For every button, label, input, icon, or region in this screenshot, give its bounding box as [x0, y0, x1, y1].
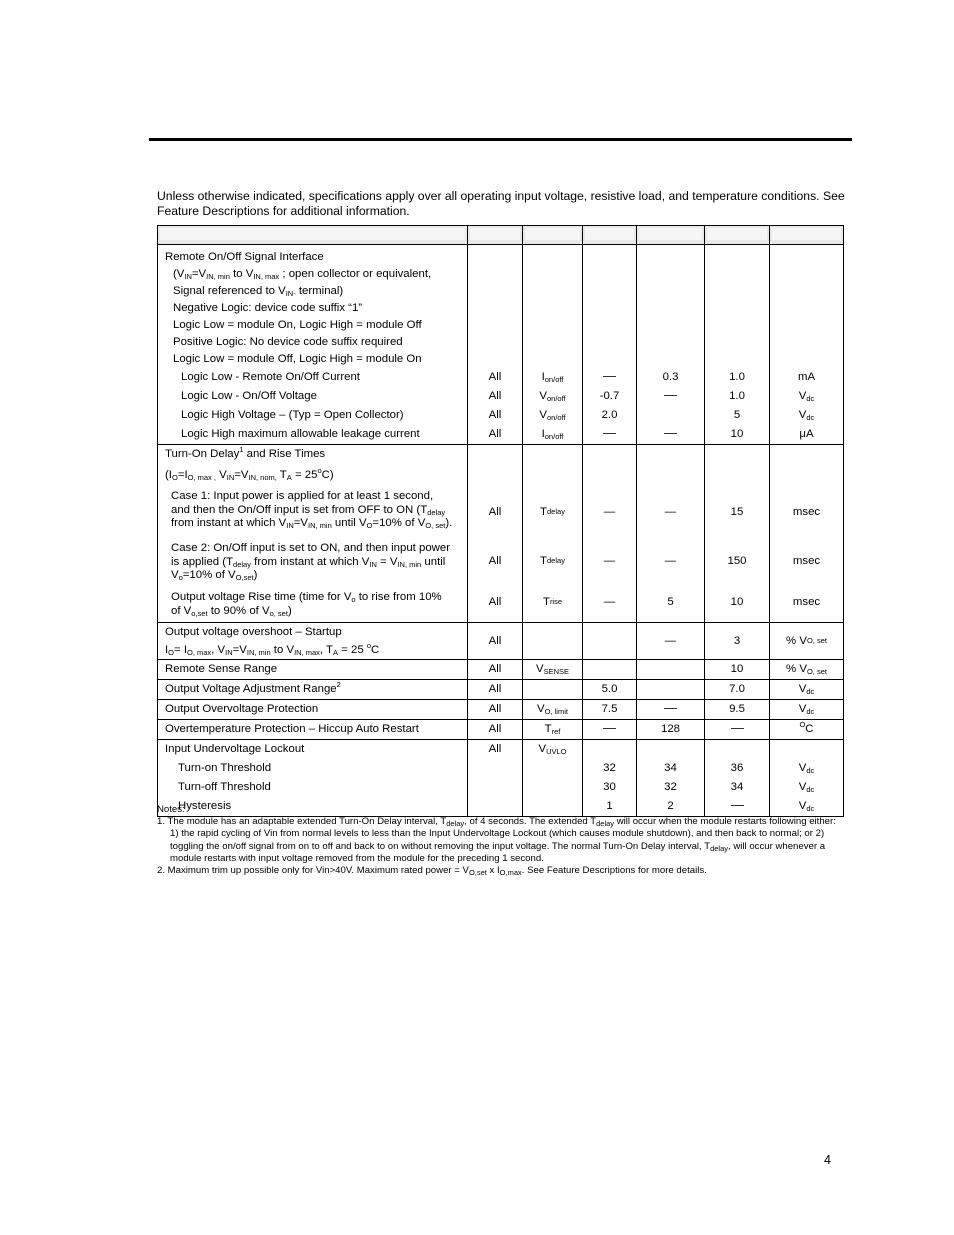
max-value: 1.0 [729, 390, 745, 402]
turnon-parameter-cell [158, 445, 468, 623]
overshoot-symbol-cell [523, 623, 583, 660]
min-value: 32 [603, 762, 616, 774]
overshoot-parameter-cell [158, 623, 468, 660]
adjust-device-cell [468, 680, 523, 700]
header-device-cell [468, 226, 523, 245]
unit-value: $V_{dc}$ [798, 703, 815, 716]
max-value: 3 [733, 635, 741, 647]
param-label: Logic Low - On/Off Voltage [181, 390, 317, 402]
otp-typ-cell [637, 720, 705, 740]
typ-value: 128 [660, 723, 680, 735]
device-value: All [488, 703, 502, 715]
min-value: 1 [606, 800, 613, 812]
symbol-value: $V_{on/off}$ [539, 390, 566, 403]
notes-title: Notes: [157, 804, 185, 815]
sense-max-cell [705, 660, 770, 680]
symbol-value: $V_{on/off}$ [539, 409, 566, 422]
param-label: Output Voltage Adjustment Range$^2$ [165, 680, 341, 695]
spec-table [157, 225, 844, 817]
typ-value: — [664, 506, 677, 518]
typ-value: 5 [667, 596, 674, 608]
max-value: 150 [727, 555, 747, 567]
device-value: All [488, 555, 502, 567]
typ-value [637, 700, 704, 719]
turnon-title: Turn-On Delay$^1$ and Rise Times [165, 445, 326, 460]
remote-onoff-parameter-cell [158, 245, 468, 445]
note-2: 2. Maximum trim up possible only for Vin>40V. Maximum rated power = $V_{O,set}$ x $I_{O,max}$. See Feature Descriptions for more details. [157, 865, 707, 878]
unit-value: $V_{dc}$ [798, 781, 815, 794]
turnon-symbol-cell [523, 445, 583, 623]
remote-onoff-symbol-cell [523, 245, 583, 445]
header-unit-cell [770, 226, 844, 245]
unit-value: $V_{dc}$ [798, 390, 815, 403]
dash-mark [664, 433, 677, 434]
adjust-parameter-cell [158, 680, 468, 700]
remote-onoff-device-cell [468, 245, 523, 445]
min-value: 30 [603, 781, 616, 793]
overshoot-description: Output voltage overshoot – Startup $I_O= I_{O, max}$, $V_{IN}=V_{IN, min}$ to $V_{IN, max}$, $T_A = 25$ $^o$C [165, 626, 380, 657]
sense-parameter-cell [158, 660, 468, 680]
max-value: 5 [733, 409, 741, 421]
min-value [583, 720, 636, 739]
positive-logic-definition: Logic Low = module Off, Logic High = module On [173, 353, 422, 365]
otp-max-cell [705, 720, 770, 740]
rise-time-description: Output voltage Rise time (time for $V_o$ to rise from 10% of $V_{o,set}$ to 90% of $V_{o, set}$) [171, 591, 442, 618]
device-value: All [488, 683, 502, 695]
turnon-device-cell [468, 445, 523, 623]
table-row [158, 660, 844, 680]
symbol-value: T delay [540, 506, 565, 518]
unit-value: msec [792, 555, 821, 567]
table-row [158, 700, 844, 720]
symbol-value: $T_{ref}$ [544, 723, 561, 736]
ovp-typ-cell [637, 700, 705, 720]
device-value: All [488, 663, 502, 675]
min-value: — [603, 596, 616, 608]
dash-mark [731, 728, 744, 729]
remote-onoff-min-cell [583, 245, 637, 445]
typ-value: 2 [667, 800, 674, 812]
sense-unit-cell [770, 660, 844, 680]
otp-min-cell [583, 720, 637, 740]
adjust-unit-cell [770, 680, 844, 700]
overshoot-max-cell [705, 623, 770, 660]
ovp-device-cell [468, 700, 523, 720]
dash-mark [664, 708, 677, 709]
max-value: 7.0 [729, 683, 745, 695]
header-symbol-cell [523, 226, 583, 245]
otp-parameter-cell [158, 720, 468, 740]
min-value: -0.7 [599, 390, 620, 402]
device-value: All [488, 409, 502, 421]
unit-value: $V_{dc}$ [798, 683, 815, 696]
symbol-value: T delay [540, 555, 565, 567]
symbol-value: $I_{on/off}$ [541, 428, 564, 441]
unit-value: msec [792, 596, 821, 608]
min-value: 5.0 [601, 683, 618, 695]
case1-description: Case 1: Input power is applied for at least 1 second, and then the On/Off input is set from OFF to ON ($T_{delay}$ from instant at which $V_{IN}=V_{IN, min}$ until $V_O=10\%$ of $V_{O, set}$). [171, 490, 453, 530]
unit-value: % V O, set [786, 635, 827, 647]
turnon-unit-cell [770, 445, 844, 623]
max-value: 10 [730, 428, 744, 440]
header-rule [149, 138, 852, 141]
turnon-max-cell [705, 445, 770, 623]
device-value: All [488, 723, 502, 735]
symbol-value: $V_{UVLO}$ [538, 743, 567, 756]
remote-onoff-reference: Signal referenced to $V_{IN-}$ terminal) [173, 285, 344, 298]
max-value: 15 [730, 506, 744, 518]
ovp-max-cell [705, 700, 770, 720]
adjust-min-cell [583, 680, 637, 700]
remote-onoff-unit-cell [770, 245, 844, 445]
typ-value: 32 [664, 781, 677, 793]
max-value: 10 [730, 663, 744, 675]
param-label: Hysteresis [178, 800, 232, 812]
device-value: All [488, 635, 502, 647]
symbol-value: $V_{SENSE}$ [535, 663, 570, 676]
param-label: Turn-on Threshold [178, 762, 272, 774]
param-label: Output Overvoltage Protection [165, 703, 319, 715]
remote-onoff-condition: ($V_{IN}=V_{IN, min}$ to $V_{IN, max}$ ; open collector or equivalent, [173, 268, 432, 281]
page-number: 4 [824, 1153, 831, 1167]
device-value: All [488, 506, 502, 518]
adjust-symbol-cell [523, 680, 583, 700]
device-value: All [488, 743, 502, 755]
sense-min-cell [583, 660, 637, 680]
dash-mark [603, 728, 616, 729]
table-row [158, 680, 844, 700]
turnon-condition: ($I_O=I_{O, max ,}$ $V_{IN}=V_{IN, nom,}$ $T_A = 25^oC$) [165, 466, 334, 482]
param-label: Turn-off Threshold [178, 781, 271, 793]
ovp-unit-cell [770, 700, 844, 720]
max-value: 9.5 [729, 703, 745, 715]
remote-onoff-typ-cell [637, 245, 705, 445]
max-value: 34 [730, 781, 744, 793]
header-max-cell [705, 226, 770, 245]
turnon-typ-cell [637, 445, 705, 623]
header-min-cell [583, 226, 637, 245]
overshoot-typ-cell [637, 623, 705, 660]
ovp-symbol-cell [523, 700, 583, 720]
symbol-value: $V_{O, limit}$ [537, 703, 568, 716]
adjust-max-cell [705, 680, 770, 700]
device-value: All [488, 390, 502, 402]
header-typ-cell [637, 226, 705, 245]
ovp-parameter-cell [158, 700, 468, 720]
unit-value: % $V_{O, set}$ [786, 663, 827, 676]
typ-value [637, 406, 704, 425]
overshoot-unit-cell [770, 623, 844, 660]
min-value [583, 368, 636, 387]
max-value: 36 [730, 762, 744, 774]
intro-paragraph: Unless otherwise indicated, specifications apply over all operating input voltage, resistive load, and temperature conditions. See Feature Descriptions for additional information. [157, 189, 845, 218]
typ-value: — [664, 555, 677, 567]
param-label: Remote Sense Range [165, 663, 278, 675]
typ-value [637, 387, 704, 406]
min-value: 7.5 [601, 703, 618, 715]
dash-mark [664, 395, 677, 396]
sense-device-cell [468, 660, 523, 680]
unit-value: $^O$C [799, 720, 814, 735]
symbol-value: $I_{on/off}$ [541, 371, 564, 384]
note-1: 1. The module has an adaptable extended Turn-On Delay interval, $T_{delay}$, of 4 seconds. The extended $T_{delay}$ will occur when the module restarts following either: 1) the rapid cycling of Vin from normal levels to less than the Input Undervoltage Lockout (which causes module shutdown), and then back to normal; or 2) toggling the on/off signal from on to off and back to on without removing the input voltage. The normal Turn-On Delay interval, $T_{delay}$, will occur whenever a module restarts with input voltage removed from the module for the preceding 1 second. [157, 816, 836, 864]
unit-value: μA [799, 428, 814, 440]
table-row [158, 623, 844, 660]
unit-value: mA [797, 371, 816, 383]
header-parameter-cell [158, 226, 468, 245]
sense-typ-cell [637, 660, 705, 680]
param-label: Logic High Voltage – (Typ = Open Collector) [181, 409, 404, 421]
device-value: All [488, 428, 502, 440]
dash-mark [603, 376, 616, 377]
unit-value: msec [792, 506, 821, 518]
positive-logic-text: Positive Logic: No device code suffix required [173, 336, 403, 348]
symbol-value: T rise [542, 596, 563, 608]
otp-symbol-cell [523, 720, 583, 740]
negative-logic-definition: Logic Low = module On, Logic High = module Off [173, 319, 422, 331]
sense-symbol-cell [523, 660, 583, 680]
typ-value: — [664, 635, 677, 647]
remote-onoff-max-cell [705, 245, 770, 445]
overshoot-device-cell [468, 623, 523, 660]
typ-value: 34 [664, 762, 677, 774]
table-header-row [158, 226, 844, 245]
max-value: 1.0 [729, 371, 745, 383]
unit-value: $V_{dc}$ [798, 800, 815, 813]
param-label: Overtemperature Protection – Hiccup Auto Restart [165, 723, 419, 735]
unit-value: $V_{dc}$ [798, 409, 815, 422]
typ-value: 0.3 [662, 371, 679, 383]
max-value: 10 [730, 596, 744, 608]
min-value: — [603, 506, 616, 518]
overshoot-min-cell [583, 623, 637, 660]
table-row [158, 245, 844, 445]
case2-description: Case 2: On/Off input is set to ON, and then input power is applied ($T_{delay}$ from instant at which $V_{IN} = V_{IN, min}$ until $V_o=10\%$ of $V_{O,set}$) [171, 542, 451, 582]
negative-logic-text: Negative Logic: device code suffix “1” [173, 302, 363, 314]
table-row [158, 445, 844, 623]
device-value: All [488, 596, 502, 608]
notes-section [157, 804, 847, 877]
min-value: — [603, 555, 616, 567]
typ-value [637, 425, 704, 444]
param-label: Logic Low - Remote On/Off Current [181, 371, 360, 383]
table-row [158, 720, 844, 740]
adjust-typ-cell [637, 680, 705, 700]
dash-mark [603, 433, 616, 434]
otp-unit-cell [770, 720, 844, 740]
otp-device-cell [468, 720, 523, 740]
min-value [583, 425, 636, 444]
unit-value: $V_{dc}$ [798, 762, 815, 775]
max-value [705, 720, 769, 739]
ovp-min-cell [583, 700, 637, 720]
turnon-min-cell [583, 445, 637, 623]
uvlo-title: Input Undervoltage Lockout [165, 743, 305, 755]
param-label: Logic High maximum allowable leakage current [181, 428, 420, 440]
device-value: All [488, 371, 502, 383]
min-value: 2.0 [601, 409, 618, 421]
remote-onoff-title: Remote On/Off Signal Interface [165, 251, 324, 263]
